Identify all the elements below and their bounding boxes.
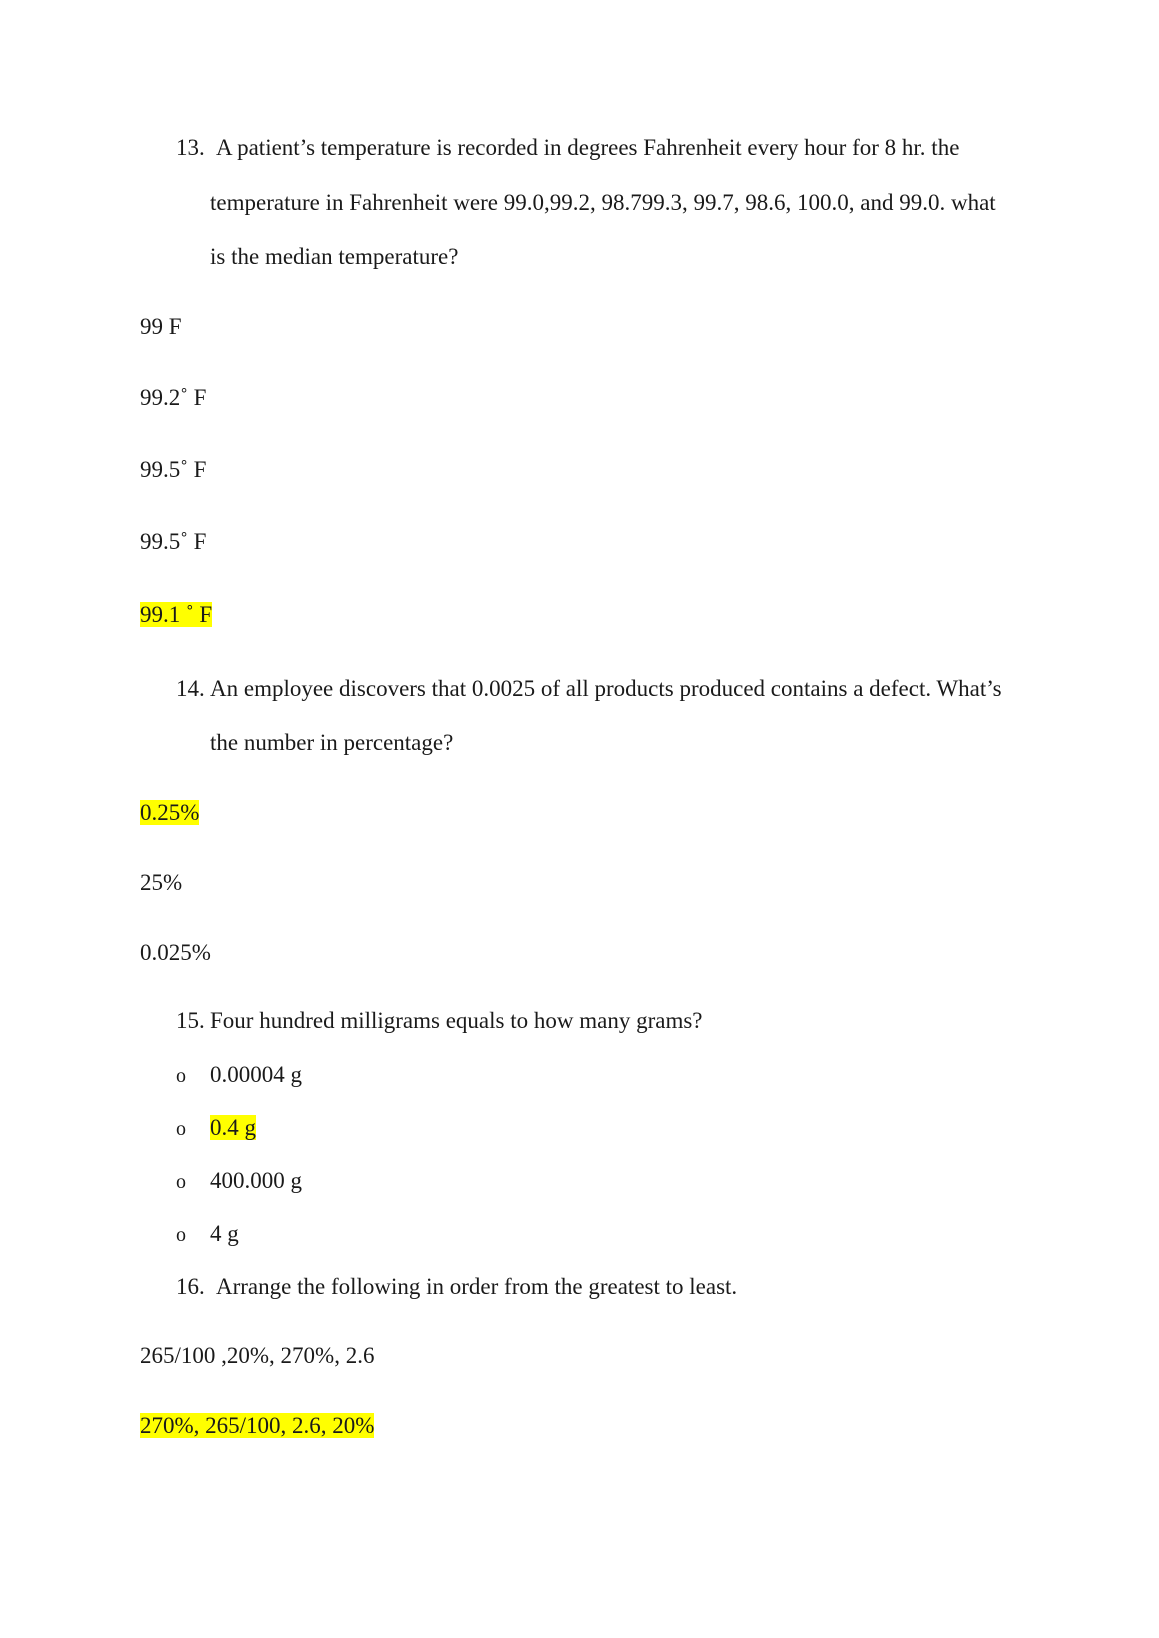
q14-text-line-1: An employee discovers that 0.0025 of all products produced contains a defect. What’s bbox=[210, 676, 1002, 701]
q15-option-3: 400.000 g bbox=[210, 1168, 302, 1193]
q15-text: Four hundred milligrams equals to how many grams? bbox=[210, 1008, 703, 1033]
highlighted-answer: 99.1 ˚ F bbox=[140, 602, 213, 627]
q16-items: 265/100 ,20%, 270%, 2.6 bbox=[140, 1343, 375, 1368]
q13-answer-4: 99.5˚ F bbox=[140, 529, 207, 554]
q15-bullet-1: o bbox=[176, 1065, 186, 1087]
highlighted-answer: 0.25% bbox=[140, 800, 200, 825]
q14-answer-3: 0.025% bbox=[140, 940, 211, 965]
q13-answer-2: 99.2˚ F bbox=[140, 385, 207, 410]
q13-answer-5-correct bbox=[140, 601, 212, 629]
highlighted-answer: 0.4 g bbox=[210, 1115, 256, 1140]
q13-text-line-1: A patient’s temperature is recorded in degrees Fahrenheit every hour for 8 hr. the bbox=[216, 135, 960, 160]
q15-option-4: 4 g bbox=[210, 1221, 239, 1246]
q13-text-line-2: temperature in Fahrenheit were 99.0,99.2, 98.799.3, 99.7, 98.6, 100.0, and 99.0. what bbox=[210, 190, 996, 215]
q15-bullet-2: o bbox=[176, 1118, 186, 1140]
q15-option-2-correct bbox=[210, 1114, 256, 1142]
q13-text-line-3: is the median temperature? bbox=[210, 244, 459, 269]
q16-answer-correct bbox=[140, 1412, 374, 1440]
q13-number: 13. bbox=[176, 135, 205, 160]
q14-text-line-2: the number in percentage? bbox=[210, 730, 454, 755]
q13-answer-1: 99 F bbox=[140, 314, 182, 339]
q16-number: 16. bbox=[176, 1274, 205, 1299]
highlighted-answer: 270%, 265/100, 2.6, 20% bbox=[140, 1413, 375, 1438]
q15-number: 15. bbox=[176, 1008, 205, 1033]
q15-option-1: 0.00004 g bbox=[210, 1062, 302, 1087]
q15-bullet-4: o bbox=[176, 1224, 186, 1246]
q14-answer-2: 25% bbox=[140, 870, 183, 895]
q14-answer-1-correct bbox=[140, 799, 199, 827]
q15-bullet-3: o bbox=[176, 1171, 186, 1193]
q16-text: Arrange the following in order from the greatest to least. bbox=[216, 1274, 738, 1299]
q13-answer-3: 99.5˚ F bbox=[140, 457, 207, 482]
q14-number: 14. bbox=[176, 676, 205, 701]
